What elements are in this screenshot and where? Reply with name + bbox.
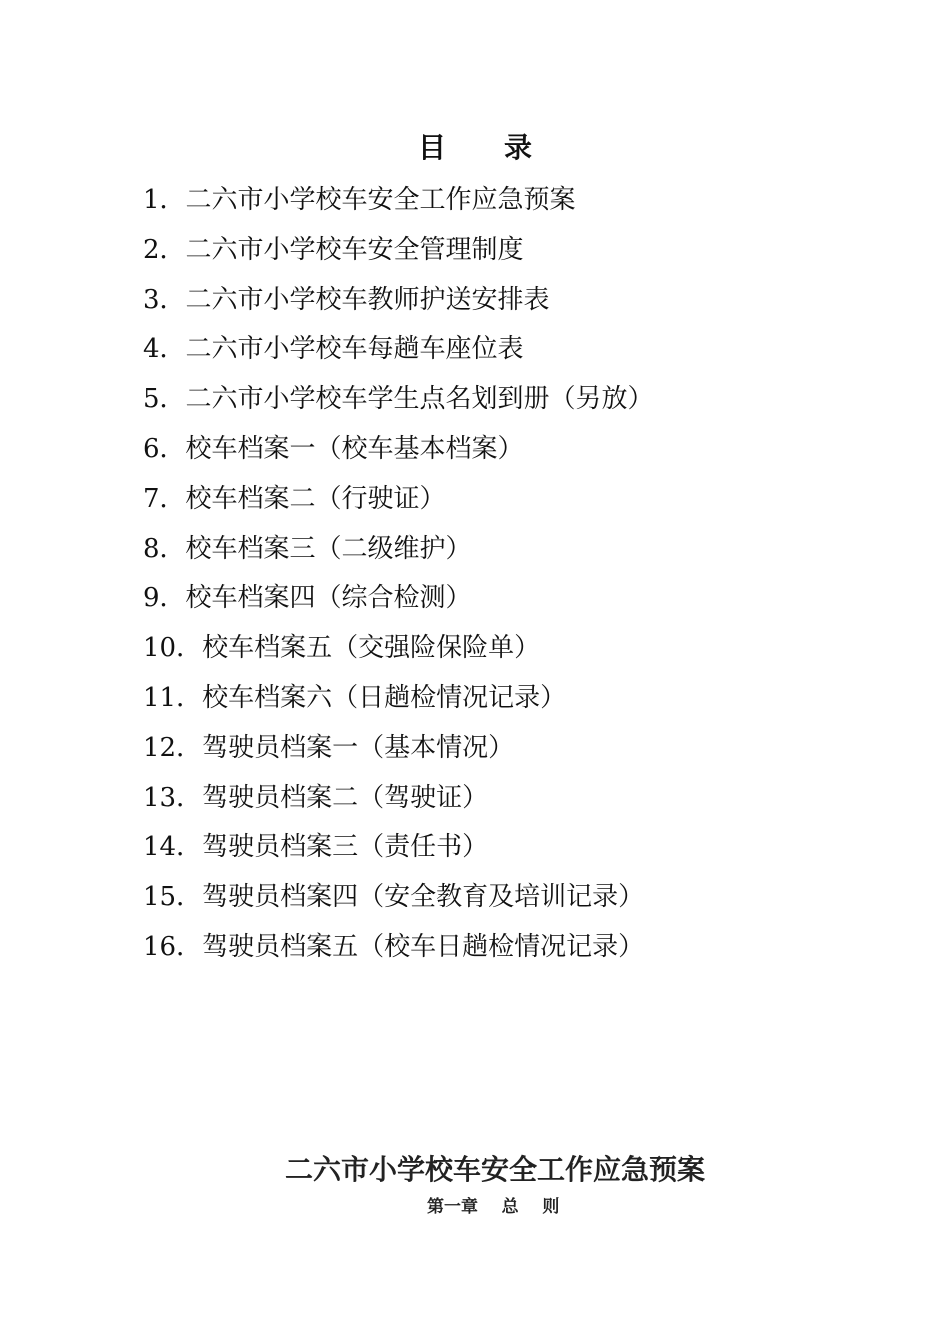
- toc-item-text: 二六市小学校车教师护送安排表: [185, 284, 550, 315]
- toc-item-text: 二六市小学校车安全管理制度: [185, 234, 524, 265]
- toc-item-number: 1．: [143, 185, 186, 215]
- toc-item: [143, 574, 654, 624]
- toc-item-number: 5．: [143, 384, 186, 415]
- toc-item: [143, 774, 654, 824]
- toc-item: [143, 724, 654, 774]
- toc-item-text: 驾驶员档案二（驾驶证）: [202, 782, 489, 813]
- toc-item: [143, 624, 654, 674]
- toc-item: [143, 525, 654, 575]
- toc-item: [143, 276, 654, 326]
- toc-item-text: 驾驶员档案一（基本情况）: [202, 732, 515, 763]
- document-title: 二六市小学校车安全工作应急预案: [284, 1153, 705, 1186]
- toc-item: [143, 425, 654, 475]
- toc-item: [143, 923, 654, 973]
- toc-item-text: 驾驶员档案三（责任书）: [202, 832, 489, 863]
- chapter-heading: 第一章 总 则: [427, 1197, 560, 1217]
- toc-item: [143, 176, 654, 226]
- toc-item-number: 14．: [143, 832, 203, 863]
- toc-item: [143, 873, 654, 923]
- toc-item-number: 2．: [143, 234, 186, 265]
- toc-item-number: 12．: [143, 732, 203, 763]
- toc-item-text: 二六市小学校车每趟车座位表: [185, 334, 524, 365]
- toc-item-number: 15．: [143, 882, 203, 913]
- toc-item-number: 4．: [143, 334, 186, 365]
- toc-item: [143, 226, 654, 276]
- toc-item-text: 驾驶员档案五（校车日趟检情况记录）: [202, 931, 645, 962]
- toc-item-text: 校车档案四（综合检测）: [185, 583, 472, 614]
- toc-item-text: 校车档案五（交强险保险单）: [202, 633, 541, 664]
- toc-item: [143, 823, 654, 873]
- toc-item-text: 校车档案六（日趟检情况记录）: [202, 682, 567, 713]
- toc-item-number: 8．: [143, 533, 186, 564]
- toc-item-number: 11．: [143, 682, 203, 713]
- toc-item-number: 6．: [143, 433, 186, 464]
- toc-item-text: 校车档案一（校车基本档案）: [185, 433, 524, 464]
- toc-item-number: 13．: [143, 782, 203, 813]
- toc-item-number: 3．: [143, 284, 186, 315]
- toc-item-text: 校车档案三（二级维护）: [185, 533, 472, 564]
- toc-item: [143, 674, 654, 724]
- toc-item-number: 16．: [143, 931, 203, 962]
- toc-title: 目录: [417, 131, 590, 164]
- toc-item: [143, 325, 654, 375]
- toc-item-number: 9．: [143, 583, 186, 614]
- toc-item-text: 二六市小学校车安全工作应急预案: [185, 185, 576, 215]
- toc-list: [143, 176, 654, 973]
- toc-item-text: 驾驶员档案四（安全教育及培训记录）: [202, 882, 645, 913]
- toc-item: [143, 375, 654, 425]
- toc-item-text: 校车档案二（行驶证）: [185, 483, 446, 514]
- toc-item-number: 7．: [143, 483, 186, 514]
- toc-item-text: 二六市小学校车学生点名划到册（另放）: [185, 384, 654, 415]
- toc-item: [143, 475, 654, 525]
- toc-item-number: 10．: [143, 633, 203, 664]
